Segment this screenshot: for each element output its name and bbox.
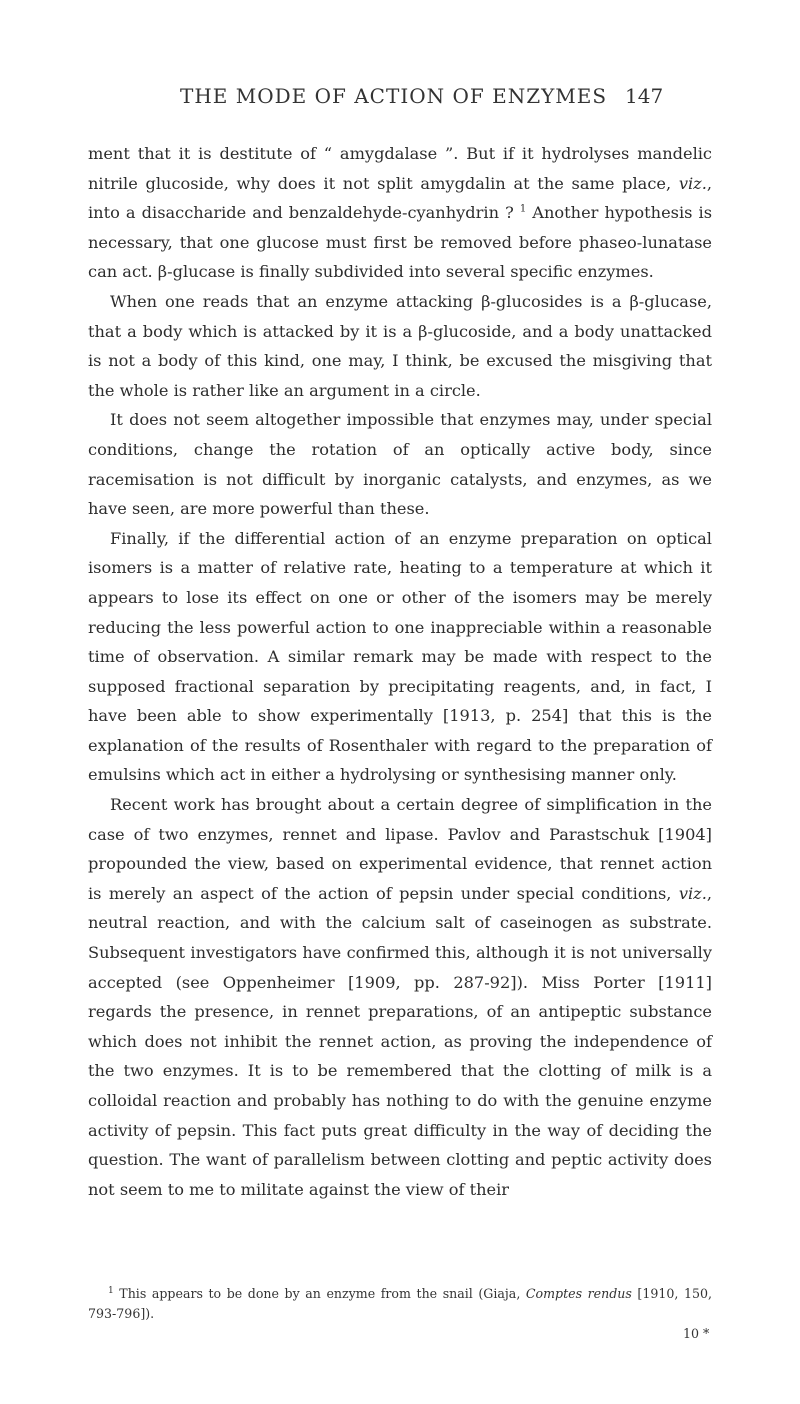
paragraph-4: Finally, if the differential action of an enzyme preparation on optical isomers is a matter of relative rate, heating to a temperature at which it appears to lose its effect on one or other of the isomers may be merely reducing the less powerful action to one inappreciable within a reasonable time of observation. A similar remark may be made with respect to the supposed fractional separation by precipitating reagents, and, in fact, I have been able to show experimentally [1913, p. 254] that this is the explanation of the results of Rosenthaler with regard to the preparation of emulsins which act in either a hydrolysing or synthesising manner only. [88,528,712,785]
footnote-1 [88,1284,712,1324]
footnote-text-a: This appears to be done by an enzyme from the snail (Giaja, [113,1286,526,1301]
paragraph-5-text-b: , neutral reaction, and with the calcium salt of caseinogen as substrate. Subsequent investigators have confirmed this, although it is not universally accepted (see Oppenheimer [1909, pp. 287-92]). Miss Porter [1911] regards the presence, in rennet preparations, of an antipeptic substance which does not inhibit the rennet action, as proving the independence of the two enzymes. It is to be remembered that the clotting of milk is a colloidal reaction and probably has nothing to do with the genuine enzyme activity of pepsin. This fact puts great difficulty in the way of deciding the question. The want of parallelism between clotting and peptic activity does not seem to me to militate against the view of their [88,883,712,1199]
paragraph-1-viz: viz. [678,173,707,193]
running-head [0,84,800,118]
paragraph-1-text-b: , into a disaccharide and benzaldehyde-cyanhydrin ? [88,173,712,223]
footnotes [88,1284,712,1324]
signature-mark: 10 * [683,1326,710,1341]
paragraph-1-text-c: Another hypothesis is necessary, that one glucose must first be removed before phaseo-lunatase can act. β-glucase is finally subdivided into several specific enzymes. [88,203,712,282]
paragraph-5-text-a: Recent work has brought about a certain degree of simplification in the case of two enzymes, rennet and lipase. Pavlov and Parastschuk [1904] propounded the view, based on experimental evidence, that rennet action is merely an aspect of the action of pepsin under special conditions, [88,795,712,903]
paragraph-5-viz: viz. [678,883,707,903]
footnote-journal: Comptes rendus [525,1286,632,1301]
paragraph-3: It does not seem altogether impossible that enzymes may, under special conditions, change the rotation of an optically active body, since racemisation is not difficult by inorganic catalysts, and enzymes, as we have seen, are more powerful than these. [88,410,712,519]
footnote-marker: 1 [108,1285,114,1296]
paragraph-5 [88,790,712,1204]
paragraph-1-text-a: ment that it is destitute of “ amygdalase ”. But if it hydrolyses mandelic nitrile glucoside, why does it not split amygdalin at the same place, [88,144,712,193]
footnote-text-b: [1910, 150, 793-796]). [88,1286,713,1321]
footnote-reference: 1 [519,203,527,215]
paragraph-1 [88,139,712,287]
body-text [88,139,712,1204]
paragraph-2: When one reads that an enzyme attacking β-glucosides is a β-glucase, that a body which is attacked by it is a β-glucoside, and a body unattacked is not a body of this kind, one may, I think, be excused the misgiving that the whole is rather like an argument in a circle. [88,291,712,400]
page-number: 147 [625,84,664,108]
running-title: THE MODE OF ACTION OF ENZYMES [180,84,608,108]
